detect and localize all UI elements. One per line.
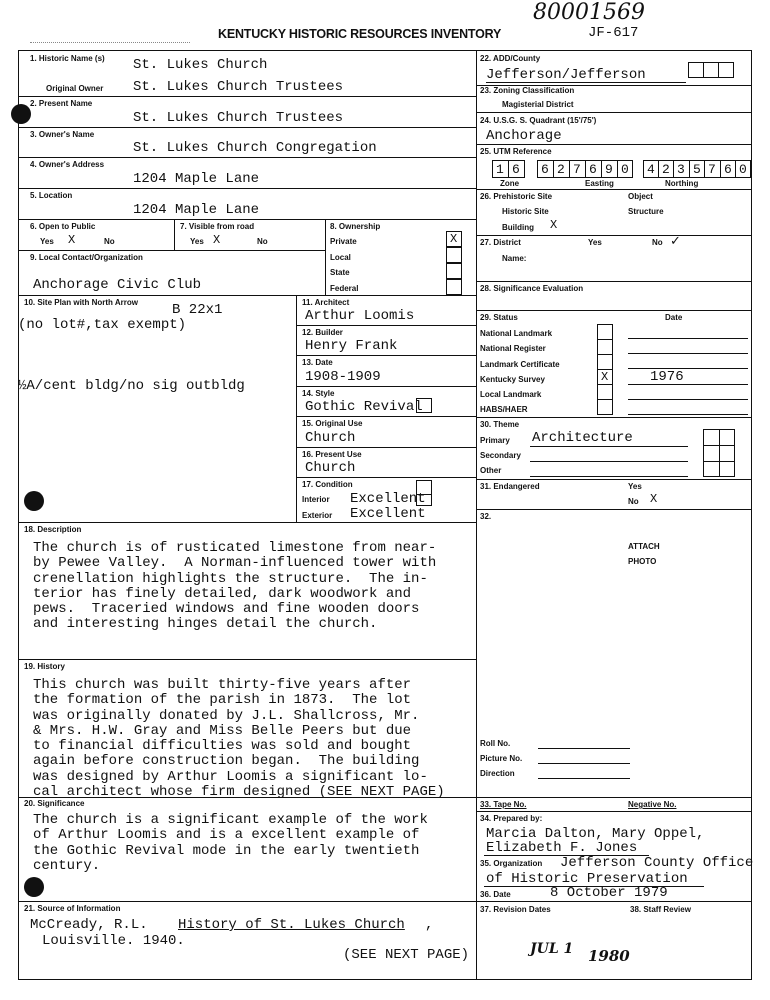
- district-no-check-icon: ✓: [670, 234, 681, 249]
- building-mark: X: [550, 218, 558, 232]
- rule: [18, 157, 476, 158]
- rule: [718, 62, 719, 78]
- ownership-private-mark: X: [450, 232, 458, 246]
- visible-from-road-label: 7. Visible from road: [180, 222, 255, 231]
- owners-name-value: St. Lukes Church Congregation: [133, 140, 377, 156]
- primary-theme-value: Architecture: [532, 430, 633, 446]
- rule: [18, 901, 476, 902]
- condition-label: 17. Condition: [302, 480, 353, 489]
- rule: [18, 219, 476, 220]
- rule: [296, 355, 476, 356]
- prepared-by-label: 34. Prepared by:: [480, 814, 543, 823]
- kentucky-survey-date: 1976: [650, 369, 684, 385]
- rule: [296, 325, 476, 326]
- rule: [296, 386, 476, 387]
- utm-easting-digit: 6: [589, 162, 597, 177]
- open-yes-mark: X: [68, 233, 76, 247]
- utm-northing-digit: 2: [662, 162, 670, 177]
- utm-northing-digit: 6: [724, 162, 732, 177]
- date-label: 13. Date: [302, 358, 333, 367]
- direction-label: Direction: [480, 769, 515, 778]
- rule: [476, 479, 752, 480]
- form-title: KENTUCKY HISTORIC RESOURCES INVENTORY: [218, 27, 502, 41]
- local-contact-label: 9. Local Contact/Organization: [30, 253, 143, 262]
- usgs-label: 24. U.S.G. S. Quadrant (15'/75'): [480, 116, 597, 125]
- site-plan-label: 10. Site Plan with North Arrow: [24, 298, 138, 307]
- utm-easting-digit: 6: [541, 162, 549, 177]
- status-local-landmark: Local Landmark: [480, 390, 542, 399]
- exterior-label: Exterior: [302, 511, 333, 520]
- rule: [538, 748, 630, 749]
- interior-label: Interior: [302, 495, 330, 504]
- building-label: Building: [502, 223, 534, 232]
- rule: [538, 763, 630, 764]
- significance-eval-label: 28. Significance Evaluation: [480, 284, 584, 293]
- rule: [476, 310, 752, 311]
- organization-line2: of Historic Preservation: [486, 871, 688, 887]
- source-label: 21. Source of Information: [24, 904, 121, 913]
- endangered-yes-label: Yes: [628, 482, 642, 491]
- punch-hole-1: [11, 104, 31, 124]
- ownership-local-label: Local: [330, 253, 351, 262]
- date-value: 1908-1909: [305, 369, 381, 385]
- owners-address-value: 1204 Maple Lane: [133, 171, 260, 187]
- object-label: Object: [628, 192, 653, 201]
- status-national-landmark: National Landmark: [480, 329, 553, 338]
- style-value: Gothic Revival: [305, 399, 423, 415]
- utm-northing-label: Northing: [665, 179, 699, 188]
- structure-label: Structure: [628, 207, 664, 216]
- rule: [597, 384, 613, 385]
- rule: [704, 160, 705, 178]
- source-rest: Louisville. 1940.: [42, 933, 185, 949]
- rule: [628, 399, 748, 400]
- utm-easting-digit: 9: [605, 162, 613, 177]
- visible-yes-label: Yes: [190, 237, 204, 246]
- ownership-local-checkbox[interactable]: [446, 247, 462, 263]
- endangered-no-mark: X: [650, 492, 658, 506]
- handwritten-number: 80001569: [533, 0, 645, 25]
- source-title: History of St. Lukes Church: [178, 917, 405, 933]
- present-name-value: St. Lukes Church Trustees: [133, 110, 344, 126]
- rule: [628, 368, 748, 369]
- rule: [18, 797, 476, 798]
- site-plan-note-2: ½A/cent bldg/no sig outbldg: [18, 378, 245, 394]
- utm-zone-digit: 6: [512, 162, 520, 177]
- rule: [486, 82, 686, 83]
- rule: [476, 811, 752, 812]
- source-author: McCready, R.L.: [30, 917, 148, 933]
- utm-northing-digit: 5: [693, 162, 701, 177]
- rule: [530, 476, 688, 477]
- attach-photo-line1: ATTACH: [628, 542, 660, 551]
- original-use-value: Church: [305, 430, 356, 446]
- history-label: 19. History: [24, 662, 65, 671]
- endangered-no-label: No: [628, 497, 639, 506]
- utm-zone-digit: 1: [496, 162, 504, 177]
- prehistoric-label: 26. Prehistoric Site: [480, 192, 553, 201]
- rule: [18, 250, 325, 251]
- rule: [601, 160, 602, 178]
- historic-name-label: 1. Historic Name (s): [30, 54, 105, 63]
- header-dotted-line: [30, 42, 190, 43]
- rule: [673, 160, 674, 178]
- location-value: 1204 Maple Lane: [133, 202, 260, 218]
- zoning-label: 23. Zoning Classification: [480, 86, 575, 95]
- rule: [296, 477, 476, 478]
- status-kentucky-survey: Kentucky Survey: [480, 375, 545, 384]
- site-plan-ref: B 22x1: [172, 302, 223, 318]
- rule: [703, 62, 704, 78]
- rule: [476, 901, 752, 902]
- date36-label: 36. Date: [480, 890, 511, 899]
- rule: [476, 112, 752, 113]
- district-label: 27. District: [480, 238, 521, 247]
- utm-easting-digit: 2: [557, 162, 565, 177]
- theme-label: 30. Theme: [480, 420, 520, 429]
- rule: [628, 353, 748, 354]
- open-yes-label: Yes: [40, 237, 54, 246]
- rule: [18, 659, 476, 660]
- significance-label: 20. Significance: [24, 799, 85, 808]
- site-plan-note-1: (no lot#,tax exempt): [18, 317, 187, 333]
- status-landmark-certificate: Landmark Certificate: [480, 360, 560, 369]
- present-name-label: 2. Present Name: [30, 99, 93, 108]
- attach-photo-line2: PHOTO: [628, 557, 657, 566]
- significance-text: The church is a significant example of the work of Arthur Loomis and is a excellent example of the Gothic Revival mode in the early twentieth century.: [33, 812, 428, 874]
- utm-northing-digit: 4: [647, 162, 655, 177]
- rule: [476, 235, 752, 236]
- rule: [628, 384, 748, 385]
- historic-site-label: Historic Site: [502, 207, 549, 216]
- organization-label: 35. Organization: [480, 859, 543, 868]
- condition-checkbox-1[interactable]: [416, 480, 432, 495]
- ownership-state-label: State: [330, 268, 350, 277]
- architect-label: 11. Architect: [302, 298, 350, 307]
- visible-yes-mark: X: [213, 233, 221, 247]
- description-label: 18. Description: [24, 525, 82, 534]
- rule: [703, 461, 735, 462]
- rule: [476, 417, 752, 418]
- original-owner-label: Original Owner: [46, 84, 104, 93]
- form-id: JF-617: [588, 25, 639, 41]
- magisterial-label: Magisterial District: [502, 100, 574, 109]
- source-comma: ,: [425, 917, 434, 933]
- rule: [538, 778, 630, 779]
- ownership-federal-checkbox[interactable]: [446, 279, 462, 295]
- style-label: 14. Style: [302, 389, 335, 398]
- revision-label: 37. Revision Dates: [480, 905, 551, 914]
- revision-stamp-1: JUL 1: [530, 941, 574, 957]
- owners-address-label: 4. Owner's Address: [30, 160, 105, 169]
- roll-label: Roll No.: [480, 739, 511, 748]
- utm-label: 25. UTM Reference: [480, 147, 552, 156]
- rule: [476, 281, 752, 282]
- utm-northing-digit: 3: [677, 162, 685, 177]
- secondary-label: Secondary: [480, 451, 521, 460]
- revision-stamp-2: 1980: [588, 947, 630, 965]
- rule: [703, 445, 735, 446]
- original-owner-value: St. Lukes Church Trustees: [133, 79, 344, 95]
- ownership-label: 8. Ownership: [330, 222, 381, 231]
- status-date-label: Date: [665, 313, 683, 322]
- original-use-label: 15. Original Use: [302, 419, 363, 428]
- ownership-private-label: Private: [330, 237, 357, 246]
- rule: [597, 354, 613, 355]
- rule: [628, 338, 748, 339]
- rule: [476, 144, 752, 145]
- rule: [719, 429, 720, 477]
- add-county-value: Jefferson/Jefferson: [486, 67, 646, 83]
- prepared-by-line2: Elizabeth F. Jones: [486, 840, 638, 856]
- rule: [18, 127, 476, 128]
- builder-value: Henry Frank: [305, 338, 398, 354]
- condition-checkbox-2[interactable]: [416, 494, 432, 506]
- prepared-by-line1: Marcia Dalton, Mary Oppel,: [486, 826, 705, 842]
- visible-no-label: No: [257, 237, 268, 246]
- rule: [476, 509, 752, 510]
- add-county-label: 22. ADD/County: [480, 54, 541, 63]
- history-text: This church was built thirty-five years after the formation of the parish in 1873. The lot was originally donated by J.L. Shallcross, Mr. & Mrs. H.W. Gray and Miss Belle Peers but due to financial difficulties was sold and bought again before construction began. The building was designed by Arthur Loomis a significant lo- cal architect whose firm designed (SEE NEXT PAGE): [33, 677, 445, 801]
- location-label: 5. Location: [30, 191, 73, 200]
- rule: [585, 160, 586, 178]
- rule: [628, 414, 748, 415]
- utm-easting-digit: 0: [621, 162, 629, 177]
- open-no-label: No: [104, 237, 115, 246]
- rule: [569, 160, 570, 178]
- staff-review-label: 38. Staff Review: [630, 905, 691, 914]
- status-habs-haer: HABS/HAER: [480, 405, 528, 414]
- status-label: 29. Status: [480, 313, 518, 322]
- picture-label: Picture No.: [480, 754, 523, 763]
- date36-value: 8 October 1979: [550, 885, 668, 901]
- utm-northing-digit: 7: [708, 162, 716, 177]
- rule: [530, 446, 688, 447]
- district-yes-label: Yes: [588, 238, 602, 247]
- district-name-label: Name:: [502, 254, 527, 263]
- rule: [296, 295, 297, 522]
- photo-label: 32.: [480, 512, 492, 521]
- kentucky-survey-mark: X: [601, 370, 609, 384]
- ownership-federal-label: Federal: [330, 284, 359, 293]
- description-text: The church is of rusticated limestone from near- by Pewee Valley. A Norman-influenced tower with crenellation highlights the structure. The in- terior has finely detailed, dark woodwork and pews. Traceried windows and fine wooden doors and interesting hinges detail the church.: [33, 540, 437, 633]
- other-label: Other: [480, 466, 502, 475]
- architect-value: Arthur Loomis: [305, 308, 415, 324]
- rule: [296, 416, 476, 417]
- rule: [735, 160, 736, 178]
- local-contact-value: Anchorage Civic Club: [33, 277, 202, 293]
- punch-hole-3: [24, 877, 44, 897]
- style-checkbox[interactable]: [416, 398, 432, 413]
- endangered-label: 31. Endangered: [480, 482, 540, 491]
- rule: [18, 522, 476, 523]
- rule: [597, 399, 613, 400]
- open-to-public-label: 6. Open to Public: [30, 222, 96, 231]
- tape-label: 33. Tape No.: [480, 800, 527, 809]
- utm-easting-label: Easting: [585, 179, 614, 188]
- rule: [553, 160, 554, 178]
- usgs-value: Anchorage: [486, 128, 562, 144]
- negative-label: Negative No.: [628, 800, 677, 809]
- rule: [508, 160, 509, 178]
- rule: [597, 339, 613, 340]
- punch-hole-2: [24, 491, 44, 511]
- see-next-page-bottom: (SEE NEXT PAGE): [343, 947, 470, 963]
- rule: [530, 461, 688, 462]
- rule: [689, 160, 690, 178]
- exterior-value: Excellent: [350, 506, 426, 522]
- rule: [476, 797, 752, 798]
- rule: [325, 219, 326, 295]
- utm-easting-digit: 7: [573, 162, 581, 177]
- district-no-label: No: [652, 238, 663, 247]
- rule: [296, 447, 476, 448]
- rule: [174, 219, 175, 250]
- present-use-label: 16. Present Use: [302, 450, 362, 459]
- rule: [476, 189, 752, 190]
- rule: [617, 160, 618, 178]
- owners-name-label: 3. Owner's Name: [30, 130, 95, 139]
- present-use-value: Church: [305, 460, 356, 476]
- utm-zone-label: Zone: [500, 179, 520, 188]
- rule: [18, 295, 476, 296]
- interior-value: Excellent: [350, 491, 426, 507]
- county-code-boxes[interactable]: [688, 62, 734, 78]
- builder-label: 12. Builder: [302, 328, 343, 337]
- rule: [658, 160, 659, 178]
- organization-line1: Jefferson County Office: [560, 855, 754, 871]
- ownership-state-checkbox[interactable]: [446, 263, 462, 279]
- status-national-register: National Register: [480, 344, 546, 353]
- rule: [18, 188, 476, 189]
- historic-name-value: St. Lukes Church: [133, 57, 268, 73]
- rule: [720, 160, 721, 178]
- rule: [18, 96, 476, 97]
- utm-northing-digit: 0: [739, 162, 747, 177]
- primary-label: Primary: [480, 436, 510, 445]
